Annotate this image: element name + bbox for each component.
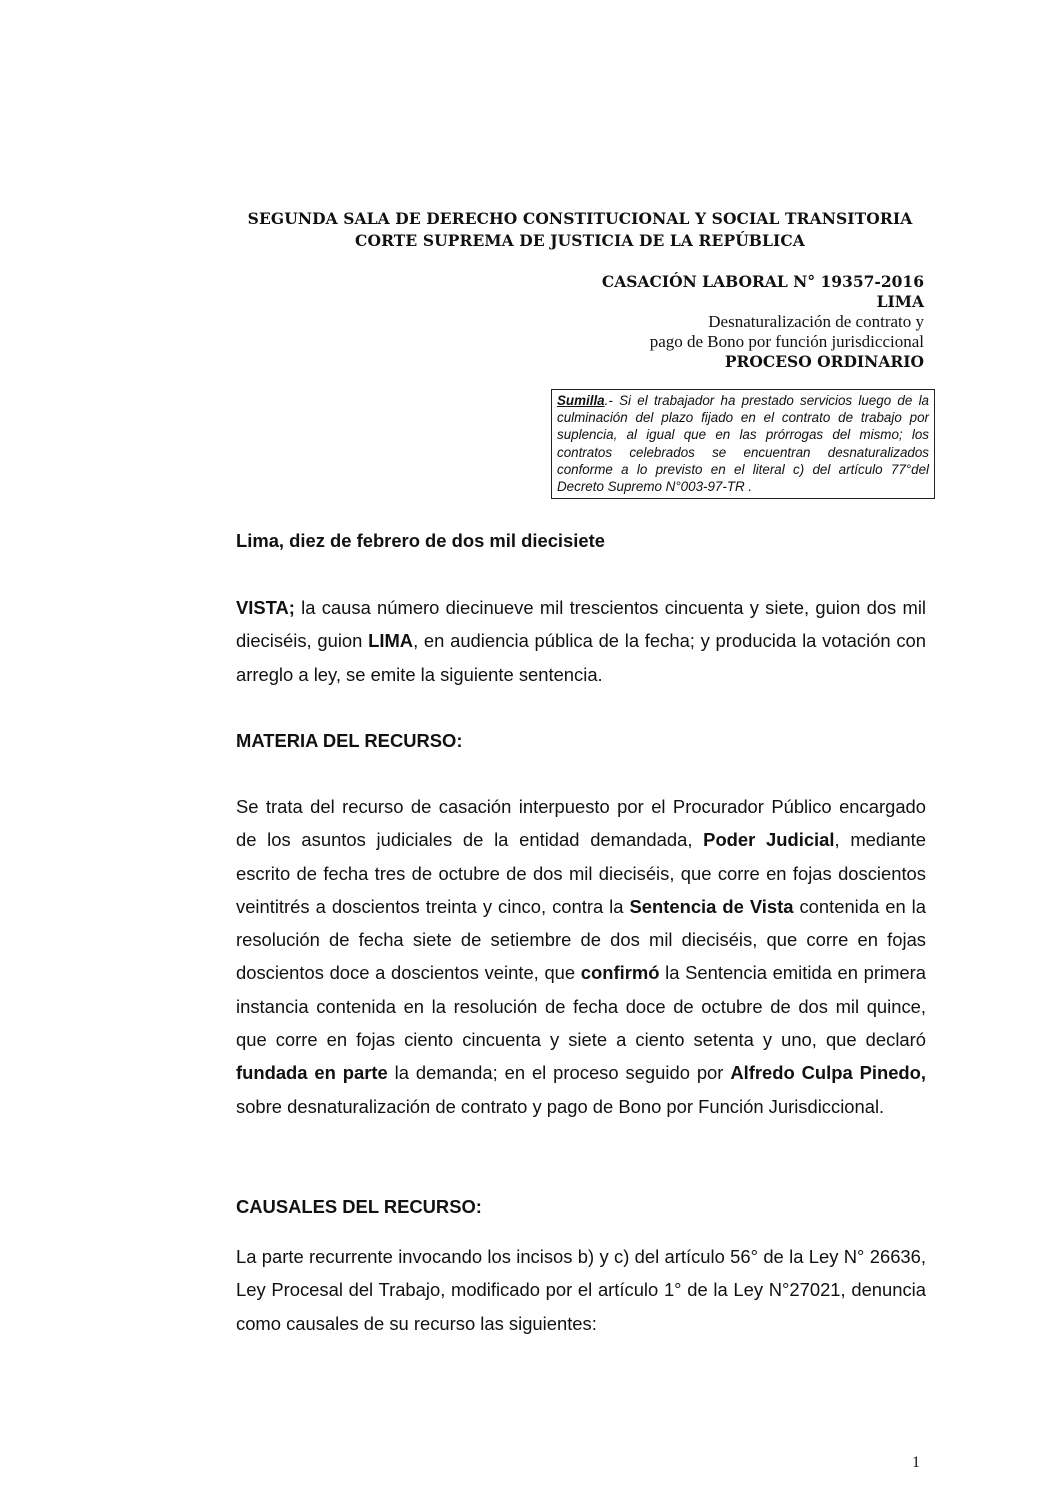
causales-heading-block bbox=[236, 1190, 926, 1223]
sumilla-text: .- Si el trabajador ha prestado servicios luego de la culminación del plazo fijado en el contrato de trabajo por suplencia, al igual que en las prórrogas del mismo; los contratos celebrados se encuentran desnaturalizados conforme a lo previsto en el literal c) del artículo 77°del Decreto Supremo N°003-97-TR . bbox=[557, 393, 929, 495]
materia-bold-5: Alfredo Culpa Pinedo, bbox=[730, 1062, 927, 1084]
materia-text-6: sobre desnaturalización de contrato y pago de Bono por Función Jurisdiccional. bbox=[236, 1095, 885, 1117]
materia-bold-4: fundada en parte bbox=[236, 1062, 388, 1084]
causales-text: La parte recurrente invocando los incisos b) y c) del artículo 56° de la Ley N° 26636, Ley Procesal del Trabajo, modificado por el artículo 1° de la Ley N°27021, denuncia como causales de su recurso las siguientes: bbox=[236, 1246, 926, 1334]
vista-lead: VISTA; bbox=[236, 597, 295, 618]
vista-place: LIMA bbox=[368, 630, 414, 652]
materia-paragraph bbox=[236, 790, 926, 1123]
vista-text-2: , en audiencia pública de la fecha; y producida la votación con arreglo a ley, se emite la siguiente sentencia. bbox=[236, 630, 926, 685]
vista-text-1: la causa número diecinueve mil trescientos cincuenta y siete, guion dos mil dieciséis, guion bbox=[236, 597, 926, 652]
case-subject-line2: pago de Bono por función jurisdiccional bbox=[649, 332, 924, 351]
materia-text-3: contenida en la resolución de fecha siete de setiembre de dos mil dieciséis, que corre en fojas doscientos doce a doscientos veinte, que bbox=[236, 895, 926, 984]
materia-bold-2: Sentencia de Vista bbox=[629, 895, 794, 917]
materia-bold-1: Poder Judicial bbox=[703, 829, 835, 851]
case-process: PROCESO ORDINARIO bbox=[724, 352, 924, 371]
materia-text-1: Se trata del recurso de casación interpuesto por el Procurador Público encargado de los asuntos judiciales de la entidad demandada, bbox=[236, 796, 926, 851]
vista-paragraph bbox=[236, 591, 926, 691]
case-number: CASACIÓN LABORAL N° 19357-2016 bbox=[601, 272, 924, 291]
court-header bbox=[236, 208, 924, 252]
court-name-line1: SEGUNDA SALA DE DERECHO CONSTITUCIONAL Y SOCIAL TRANSITORIA bbox=[247, 209, 913, 228]
sumilla-box bbox=[551, 389, 935, 499]
court-name-line2: CORTE SUPREMA DE JUSTICIA DE LA REPÚBLICA bbox=[355, 231, 805, 250]
case-place: LIMA bbox=[876, 292, 924, 311]
causales-heading: CAUSALES DEL RECURSO: bbox=[236, 1196, 482, 1217]
date-line-block bbox=[236, 524, 926, 557]
materia-bold-3: confirmó bbox=[580, 962, 660, 984]
case-subject-line1: Desnaturalización de contrato y bbox=[708, 312, 924, 331]
materia-text-4: la Sentencia emitida en primera instancia contenida en la resolución de fecha doce de octubre de dos mil quince, que corre en fojas ciento cincuenta y siete a ciento setenta y uno, que declaró bbox=[236, 962, 926, 1051]
page-number: 1 bbox=[912, 1454, 920, 1471]
materia-heading: MATERIA DEL RECURSO: bbox=[236, 730, 463, 751]
sumilla-label: Sumilla bbox=[557, 393, 605, 408]
date-line: Lima, diez de febrero de dos mil diecisiete bbox=[236, 530, 605, 551]
causales-paragraph bbox=[236, 1240, 926, 1340]
materia-text-2: , mediante escrito de fecha tres de octubre de dos mil dieciséis, que corre en fojas doscientos veintitrés a doscientos treinta y cinco, contra la bbox=[236, 829, 926, 917]
materia-heading-block bbox=[236, 724, 926, 757]
materia-text-5: la demanda; en el proceso seguido por bbox=[387, 1062, 731, 1084]
case-info bbox=[602, 272, 924, 372]
